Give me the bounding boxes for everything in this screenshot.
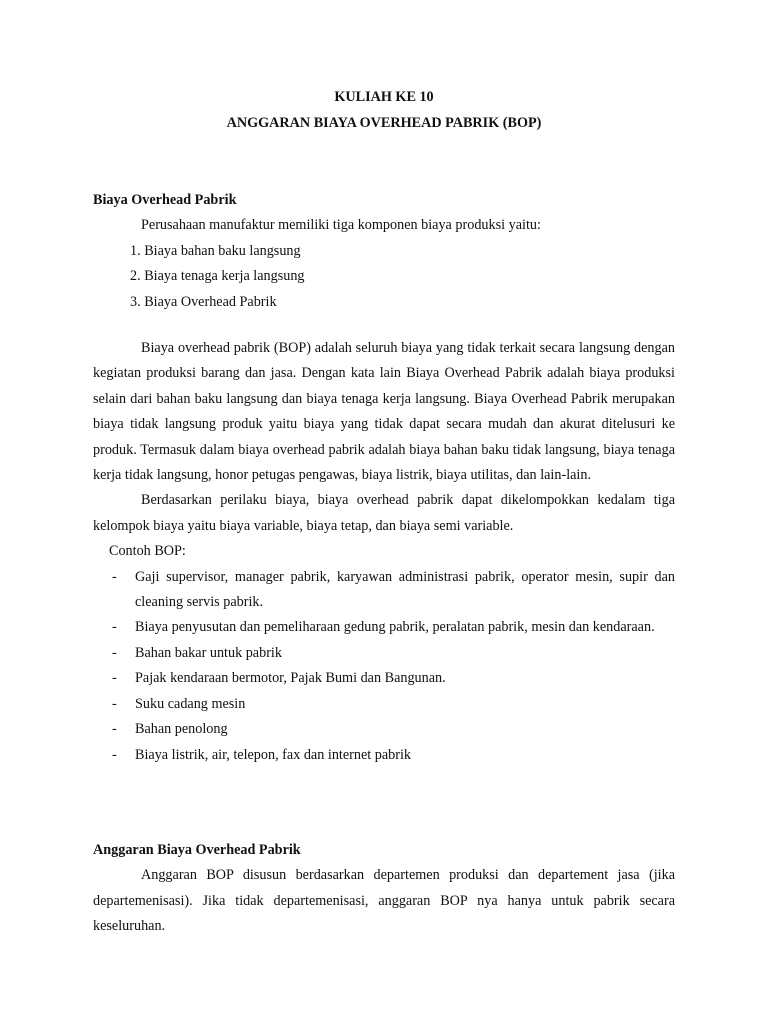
list-item [93,641,675,666]
bullet-dash: - [112,695,117,712]
bullet-dash: - [112,568,117,585]
page-title: KULIAH KE 10 [334,89,434,105]
list-item-text: Bahan bakar untuk pabrik [135,644,282,661]
list-item-text: Pajak kendaraan bermotor, Pajak Bumi dan Bangunan. [135,670,446,687]
section-anggaran-bop [93,838,675,940]
list-item [93,743,675,768]
bullet-dash: - [112,619,117,636]
list-item [93,666,675,691]
list-item-text: Suku cadang mesin [135,695,246,712]
list-item-text: Bahan penolong [135,721,228,738]
paragraph: Berdasarkan perilaku biaya, biaya overhead pabrik dapat dikelompokkan kedalam tiga kelompok biaya yaitu biaya variable, biaya tetap, dan biaya semi variable. [93,492,675,534]
bullet-dash: - [112,746,117,763]
page-subtitle: ANGGARAN BIAYA OVERHEAD PABRIK (BOP) [226,115,542,131]
bullet-dash: - [112,644,117,661]
list-item: 2. Biaya tenaga kerja langsung [130,268,305,285]
bullet-dash: - [112,670,117,687]
contoh-label: Contoh BOP: [109,543,186,560]
list-item [93,717,675,742]
bullet-dash: - [112,721,117,738]
list-item [93,565,675,616]
list-item [93,692,675,717]
list-item [93,615,675,640]
list-item: 1. Biaya bahan baku langsung [130,242,301,259]
list-item-text: Gaji supervisor, manager pabrik, karyawan administrasi pabrik, operator mesin, supir dan cleaning servis pabrik. [135,568,675,611]
section-heading: Biaya Overhead Pabrik [93,192,237,208]
section-biaya-overhead [93,188,675,315]
list-item-text: Biaya penyusutan dan pemeliharaan gedung pabrik, peralatan pabrik, mesin dan kendaraan. [135,619,655,636]
body-paragraphs [93,336,675,768]
section-heading: Anggaran Biaya Overhead Pabrik [93,842,301,858]
intro-text: Perusahaan manufaktur memiliki tiga komponen biaya produksi yaitu: [141,217,541,234]
list-item-text: Biaya listrik, air, telepon, fax dan internet pabrik [135,746,411,763]
list-item: 3. Biaya Overhead Pabrik [130,293,277,310]
paragraph: Biaya overhead pabrik (BOP) adalah seluruh biaya yang tidak terkait secara langsung dengan kegiatan produksi barang dan jasa. Dengan kata lain Biaya Overhead Pabrik adalah biaya produksi selain dari bahan baku langsung dan biaya tenaga kerja langsung. Biaya Overhead Pabrik merupakan biaya tidak langsung produk yaitu biaya yang tidak dapat secara mudah dan akurat ditelusuri ke produk. Termasuk dalam biaya overhead pabrik adalah biaya bahan baku tidak langsung, biaya tenaga kerja tidak langsung, honor petugas pengawas, biaya listrik, biaya utilitas, dan lain-lain. [93,340,675,484]
paragraph: Anggaran BOP disusun berdasarkan departemen produksi dan departement jasa (jika departemenisasi). Jika tidak departemenisasi, anggaran BOP nya hanya untuk pabrik secara keseluruhan. [93,867,675,935]
